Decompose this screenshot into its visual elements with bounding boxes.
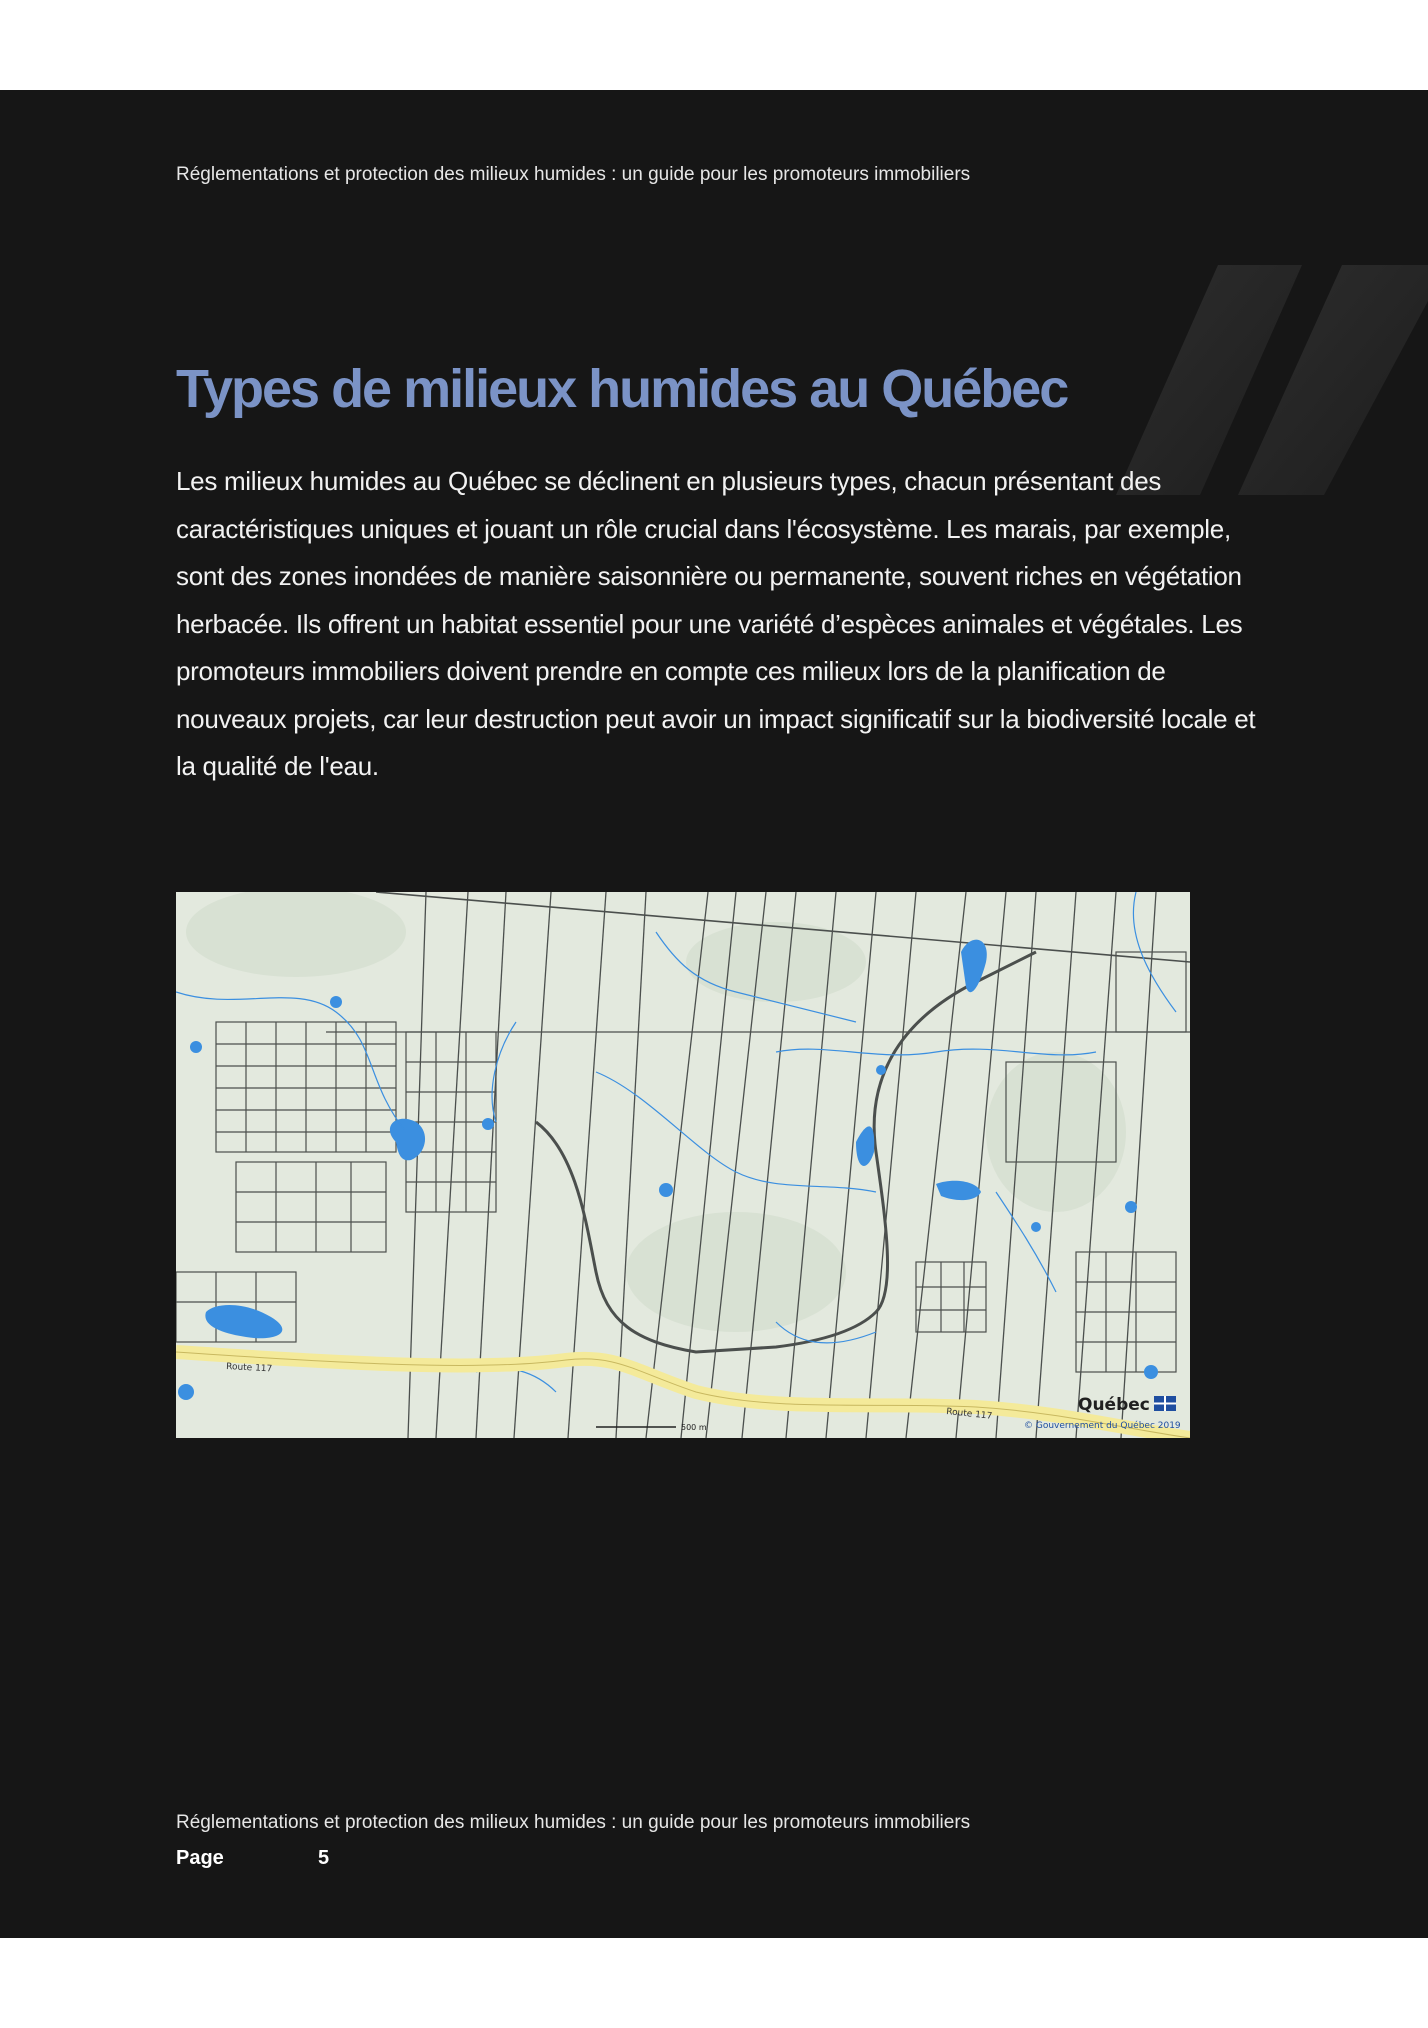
- page-title: Types de milieux humides au Québec: [176, 359, 1068, 419]
- page-number-line: [176, 1847, 329, 1870]
- document-page: [0, 90, 1428, 1938]
- map-copyright: © Gouvernement du Québec 2019: [1024, 1421, 1181, 1431]
- map-brand: Québec: [1078, 1395, 1150, 1415]
- page-number: 5: [318, 1847, 330, 1869]
- running-footer: Réglementations et protection des milieux humides : un guide pour les promoteurs immobiliers: [176, 1812, 971, 1833]
- page-label: Page: [176, 1847, 224, 1869]
- running-header: Réglementations et protection des milieux humides : un guide pour les promoteurs immobiliers: [176, 164, 971, 185]
- map-road-label-1: Route 117: [225, 1362, 273, 1375]
- map-road-label-2: Route 117: [945, 1407, 993, 1422]
- map-scale-label: 500 m: [681, 1423, 707, 1432]
- body-paragraph: Les milieux humides au Québec se déclinent en plusieurs types, chacun présentant des caractéristiques uniques et jouant un rôle crucial dans l'écosystème. Les marais, par exemple, sont des zones inondées de manière saisonnière ou permanente, souvent riches en végétation herbacée. Ils offrent un habitat essentiel pour une variété d’espèces animales et végétales. Les promoteurs immobiliers doivent prendre en compte ces milieux lors de la planification de nouveaux projets, car leur destruction peut avoir un impact significatif sur la biodiversité locale et la qualité de l'eau.: [176, 466, 1256, 781]
- wetlands-map-image: [176, 892, 1190, 1438]
